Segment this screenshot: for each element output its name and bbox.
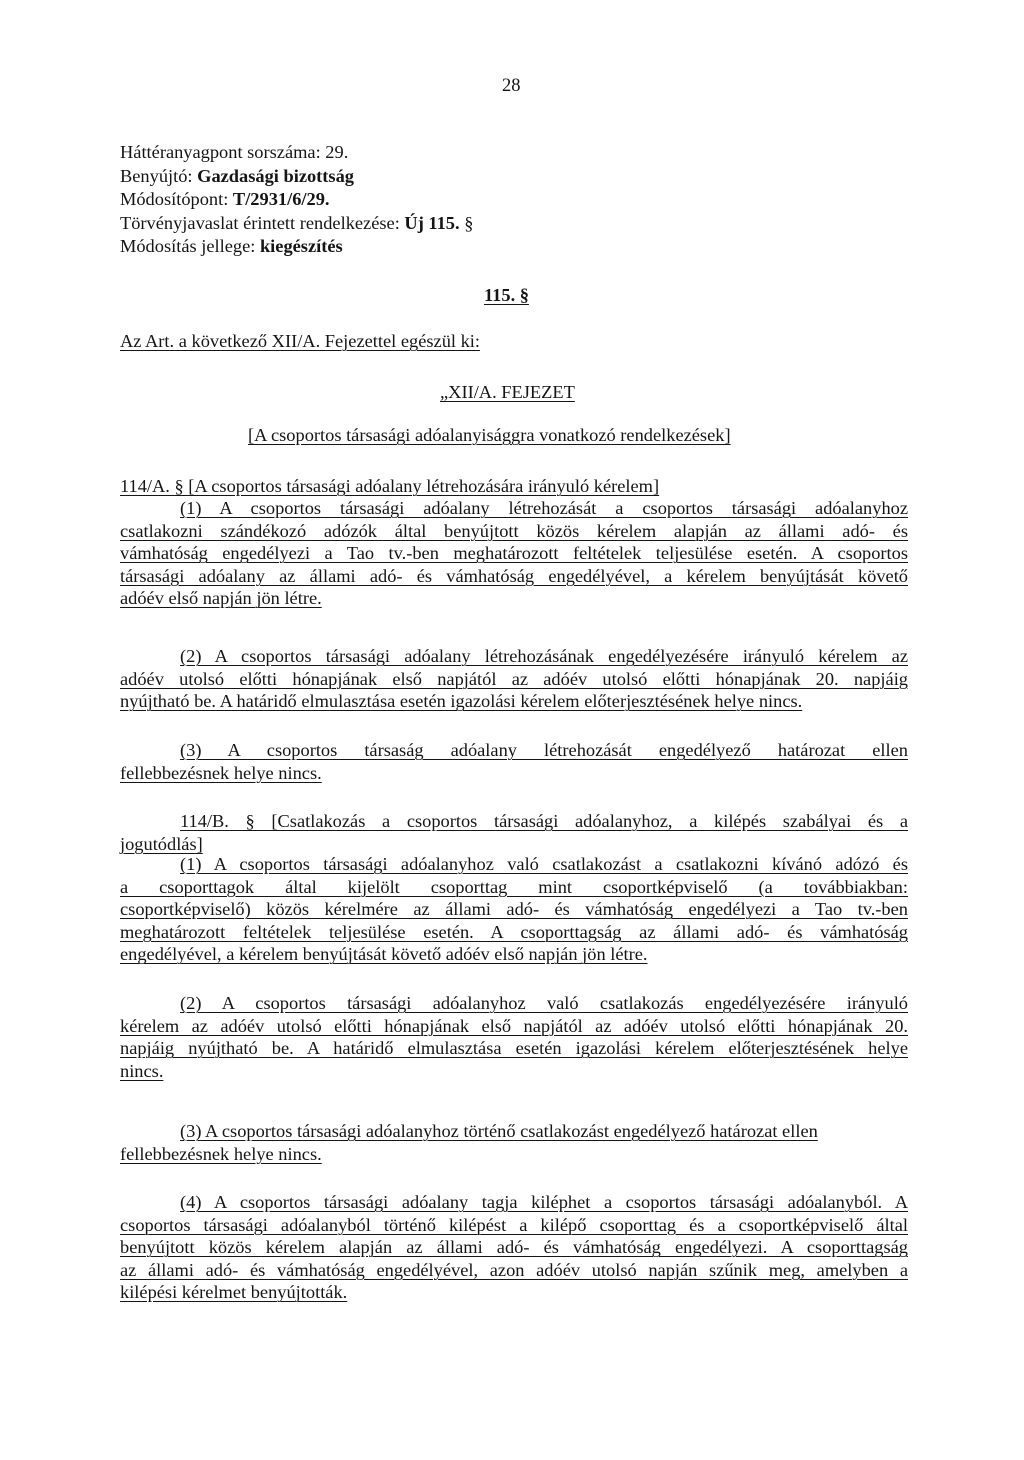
document-header: [120, 141, 473, 259]
chapter-title: „XII/A. FEJEZET: [440, 382, 575, 402]
section-title: 115. §: [484, 285, 529, 305]
article-114a-heading: 114/A. § [A csoportos társasági adóalany létrehozására irányuló kérelem]: [120, 476, 660, 496]
article-114b-paragraph-4: (4) A csoportos társasági adóalany tagja kiléphet a csoportos társasági adóalanyból. A csoportos társasági adóalanyból történő kilépést a kilépő csoporttag és a csoportképviselő által benyújtott közös kérelem alapján az állami adó- és vámhatóság engedélyezi. A csoporttagság az állami adó- és vámhatóság engedélyével, azon adóév utolsó napján szűnik meg, amelyben a kilépési kérelmet benyújtották.: [120, 1192, 908, 1303]
article-114a-paragraph-3: (3) A csoportos társaság adóalany létrehozását engedélyező határozat ellen fellebbezésnek helye nincs.: [120, 740, 908, 783]
article-114b-paragraph-3: (3) A csoportos társasági adóalanyhoz történő csatlakozást engedélyező határozat ellen fellebbezésnek helye nincs.: [120, 1121, 818, 1164]
article-114b-paragraph-1: (1) A csoportos társasági adóalanyhoz való csatlakozást a csatlakozni kívánó adózó és a csoporttagok által kijelölt csoporttag mint csoportképviselő (a továbbiakban: csoportképviselő) közös kérelmére az állami adó- és vámhatóság engedélyezi a Tao tv.-ben meghatározott feltételek teljesülése esetén. A csoporttagság az állami adó- és vámhatóság engedélyével, a kérelem benyújtását követő adóév első napján jön létre.: [120, 854, 908, 965]
header-line-amendment-type: Módosítás jellege: kiegészítés: [120, 236, 343, 256]
header-line-submitter: Benyújtó: Gazdasági bizottság: [120, 165, 354, 186]
article-114a-paragraph-1: (1) A csoportos társasági adóalany létrehozását a csoportos társasági adóalanyhoz csatlakozni szándékozó adózók által benyújtott közös kérelem alapján az állami adó- és vámhatóság engedélyezi a Tao tv.-ben meghatározott feltételek teljesülése esetén. A csoportos társasági adóalany az állami adó- és vámhatóság engedélyével, a kérelem benyújtását követő adóév első napján jön létre.: [120, 498, 908, 609]
chapter-subtitle: [A csoportos társasági adóalanyisággra vonatkozó rendelkezések]: [248, 425, 731, 445]
article-114a-paragraph-2: (2) A csoportos társasági adóalany létrehozásának engedélyezésére irányuló kérelem az adóév utolsó előtti hónapjának első napjától az adóév utolsó előtti hónapjának 20. napjáig nyújtható be. A határidő elmulasztása esetén igazolási kérelem előterjesztésének helye nincs.: [120, 646, 908, 712]
page-number: 28: [502, 76, 521, 96]
article-114b-heading: 114/B. § [Csatlakozás a csoportos társasági adóalanyhoz, a kilépés szabályai és a jogutódlás]: [120, 811, 908, 854]
header-line-sequence: Háttéranyagpont sorszáma: 29.: [120, 142, 349, 162]
header-line-affected-provision: Törvényjavaslat érintett rendelkezése: Új 115. §: [120, 212, 474, 233]
article-114b-paragraph-2: (2) A csoportos társasági adóalanyhoz való csatlakozás engedélyezésére irányuló kérelem az adóév utolsó előtti hónapjának első napjától az adóév utolsó előtti hónapjának 20. napjáig nyújtható be. A határidő elmulasztása esetén igazolási kérelem előterjesztésének helye nincs.: [120, 993, 908, 1081]
intro-text: Az Art. a következő XII/A. Fejezettel egészül ki:: [120, 331, 481, 351]
header-line-amendment-point: Módosítópont: T/2931/6/29.: [120, 189, 330, 209]
